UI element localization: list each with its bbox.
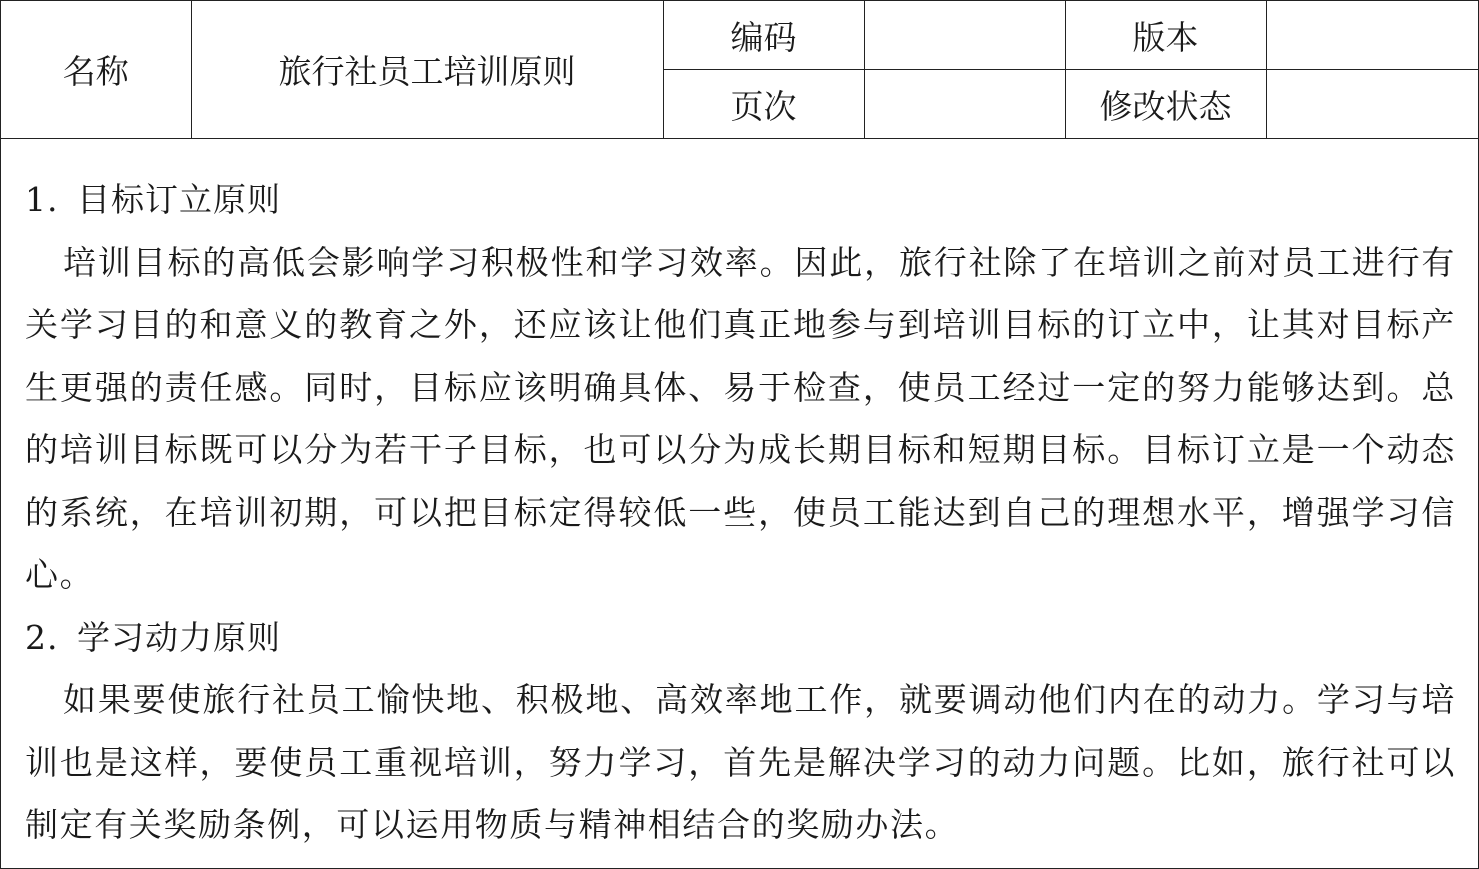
section-title: 学习动力原则 (77, 617, 281, 657)
section-heading (25, 169, 1456, 232)
document-title-cell: 旅行社员工培训原则 (191, 1, 663, 139)
section-number: 1. (25, 180, 59, 219)
page-value-cell (864, 70, 1065, 139)
revision-label-cell: 修改状态 (1065, 70, 1266, 139)
document-body (1, 139, 1478, 857)
section-title: 目标订立原则 (77, 180, 281, 219)
section-number: 2. (25, 617, 59, 657)
version-label-cell: 版本 (1065, 1, 1266, 70)
code-value-cell (864, 1, 1065, 70)
name-label-cell: 名称 (1, 1, 191, 139)
version-value-cell (1266, 1, 1478, 70)
code-label-cell: 编码 (663, 1, 864, 70)
page-label-cell: 页次 (663, 70, 864, 139)
section-paragraph: 培训目标的高低会影响学习积极性和学习效率。因此，旅行社除了在培训之前对员工进行有关学习目的和意义的教育之外，还应该让他们真正地参与到培训目标的订立中，让其对目标产生更强的责任感。同时，目标应该明确具体、易于检查，使员工经过一定的努力能够达到。总的培训目标既可以分为若干子目标，也可以分为成长期目标和短期目标。目标订立是一个动态的系统，在培训初期，可以把目标定得较低一些，使员工能达到自己的理想水平，增强学习信心。 (25, 242, 1456, 594)
document-header-table (1, 1, 1478, 139)
section-heading (25, 607, 1456, 670)
section-paragraph: 如果要使旅行社员工愉快地、积极地、高效率地工作，就要调动他们内在的动力。学习与培训也是这样，要使员工重视培训，努力学习，首先是解决学习的动力问题。比如，旅行社可以制定有关奖励条例，可以运用物质与精神相结合的奖励办法。 (25, 680, 1456, 844)
revision-value-cell (1266, 70, 1478, 139)
